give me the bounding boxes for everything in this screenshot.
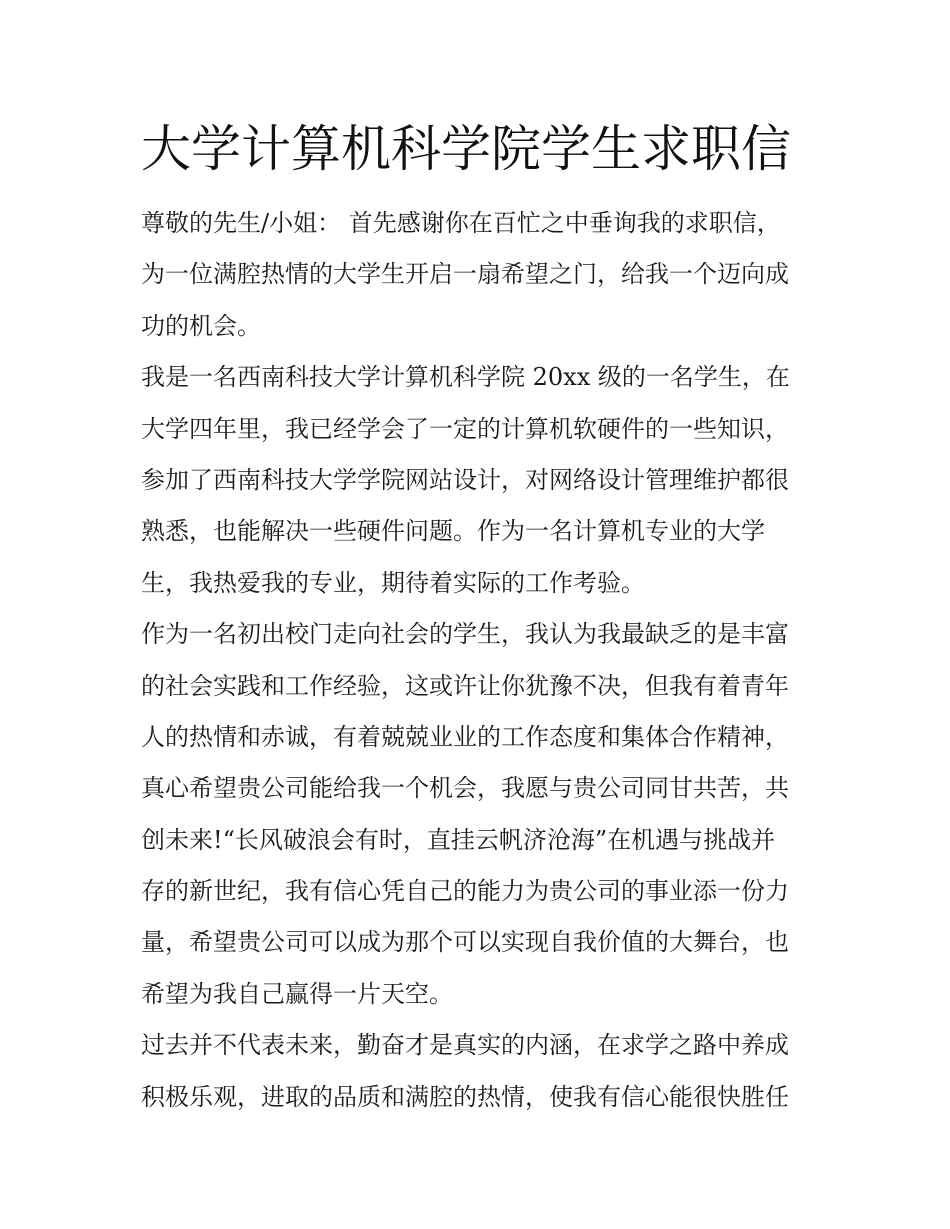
text-line: 存的新世纪，我有信心凭自己的能力为贵公司的事业添一份力 (141, 877, 789, 906)
text-line: 参加了西南科技大学学院网站设计，对网络设计管理维护都很 (141, 465, 789, 494)
text-line: 功的机会。 (141, 311, 261, 340)
text-line: 希望为我自己赢得一片天空。 (141, 979, 453, 1008)
text-line: 熟悉，也能解决一些硬件问题。作为一名计算机专业的大学 (141, 517, 765, 546)
text-line: 作为一名初出校门走向社会的学生，我认为我最缺乏的是丰富 (141, 620, 789, 649)
text-line: 生，我热爱我的专业，期待着实际的工作考验。 (141, 568, 645, 597)
paragraph-introduction (141, 352, 821, 609)
text-line: 尊敬的先生/小姐： 首先感谢你在百忙之中垂询我的求职信， (141, 209, 781, 237)
text-line: 我是一名西南科技大学计算机科学院 20xx 级的一名学生，在 (141, 363, 790, 392)
document-title: 大学计算机科学院学生求职信 (141, 120, 791, 178)
text-line: 积极乐观，进取的品质和满腔的热情，使我有信心能很快胜任 (141, 1082, 789, 1111)
text-line: 量，希望贵公司可以成为那个可以实现自我价值的大舞台，也 (141, 928, 789, 957)
text-line: 真心希望贵公司能给我一个机会，我愿与贵公司同甘共苦，共 (141, 774, 789, 803)
document-body (141, 198, 821, 1123)
text-line: 大学四年里，我已经学会了一定的计算机软硬件的一些知识， (141, 414, 789, 443)
text-line: 人的热情和赤诚，有着兢兢业业的工作态度和集体合作精神， (141, 722, 789, 751)
paragraph-closing (141, 1020, 821, 1123)
text-line: 为一位满腔热情的大学生开启一扇希望之门，给我一个迈向成 (141, 260, 789, 289)
text-line: 创未来!“长风破浪会有时，直挂云帆济沧海”在机遇与挑战并 (141, 825, 776, 854)
paragraph-greeting (141, 198, 821, 352)
text-line: 的社会实践和工作经验，这或许让你犹豫不决，但我有着青年 (141, 671, 789, 700)
text-line: 过去并不代表未来，勤奋才是真实的内涵，在求学之路中养成 (141, 1031, 789, 1060)
paragraph-motivation (141, 609, 821, 1020)
